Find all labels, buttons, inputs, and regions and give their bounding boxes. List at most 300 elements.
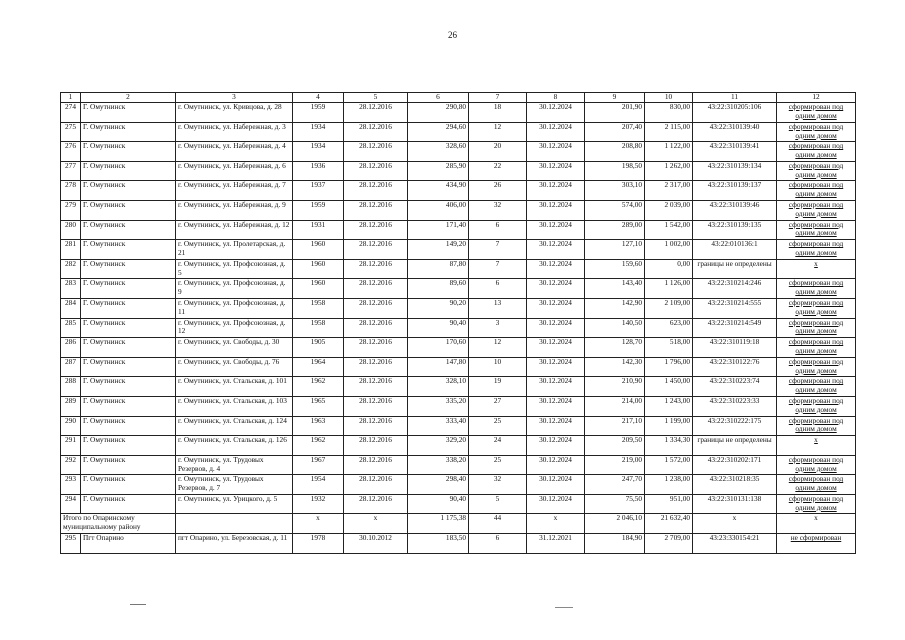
- cell-area2: 289,00: [585, 220, 645, 240]
- cell-status: [777, 279, 856, 299]
- cell-no: 289: [61, 396, 81, 416]
- cell-status: [777, 181, 856, 201]
- table-row: [61, 240, 856, 260]
- cell-residents: 18: [469, 103, 527, 123]
- cell-settlement: Г. Омутнинск: [81, 436, 176, 456]
- cell-area2: 208,80: [585, 142, 645, 162]
- status-text: сформирован под одним домом: [788, 474, 844, 493]
- cell-cadastre: 43:22:310218:35: [693, 475, 777, 495]
- cell-area: 90,40: [408, 318, 469, 338]
- cell-area: 90,40: [408, 494, 469, 514]
- cell-date2: 30.12.2024: [527, 494, 585, 514]
- cell-land: 518,00: [645, 338, 693, 358]
- cell-status: [777, 142, 856, 162]
- table-row: [61, 416, 856, 436]
- cell-date1: 28.12.2016: [344, 142, 408, 162]
- table-row: [61, 279, 856, 299]
- column-number: 9: [585, 93, 645, 103]
- cell-date2: х: [527, 514, 585, 534]
- subtotal-row: [61, 514, 856, 534]
- cell-residents: 44: [469, 514, 527, 534]
- cell-area: 183,50: [408, 534, 469, 554]
- cell-area: 298,40: [408, 475, 469, 495]
- cell-date1: 28.12.2016: [344, 396, 408, 416]
- cell-status: [777, 103, 856, 123]
- cell-year: 1960: [293, 240, 344, 260]
- cell-residents: 12: [469, 338, 527, 358]
- cell-settlement: Пгт Опарино: [81, 534, 176, 554]
- table-row: [61, 122, 856, 142]
- table-row: [61, 455, 856, 475]
- column-number: 8: [527, 93, 585, 103]
- cell-cadastre: 43:22:310202:171: [693, 455, 777, 475]
- column-number: 7: [469, 93, 527, 103]
- cell-land: 2 109,00: [645, 298, 693, 318]
- cell-area: 147,80: [408, 357, 469, 377]
- cell-cadastre: границы не определены: [693, 259, 777, 279]
- cell-residents: 22: [469, 161, 527, 181]
- cell-area: 170,60: [408, 338, 469, 358]
- cell-area: 90,20: [408, 298, 469, 318]
- cell-date2: 31.12.2021: [527, 534, 585, 554]
- cell-address: г. Омутнинск, ул. Свободы, д. 30: [176, 338, 293, 358]
- scan-mark: [130, 604, 146, 605]
- table-row: [61, 259, 856, 279]
- cell-area2: 143,40: [585, 279, 645, 299]
- cell-year: 1905: [293, 338, 344, 358]
- cell-area2: 142,30: [585, 357, 645, 377]
- cell-land: 1 334,30: [645, 436, 693, 456]
- cell-settlement: Г. Омутнинск: [81, 298, 176, 318]
- cell-settlement: Г. Омутнинск: [81, 142, 176, 162]
- cell-area2: 219,00: [585, 455, 645, 475]
- cell-cadastre: 43:22:310222:175: [693, 416, 777, 436]
- status-text: сформирован под одним домом: [788, 278, 844, 297]
- cell-cadastre: 43:22:310139:137: [693, 181, 777, 201]
- cell-year: 1934: [293, 142, 344, 162]
- status-text: сформирован под одним домом: [788, 239, 844, 258]
- cell-area2: 75,50: [585, 494, 645, 514]
- cell-land: 1 122,00: [645, 142, 693, 162]
- cell-empty: [176, 514, 293, 534]
- cell-no: 286: [61, 338, 81, 358]
- cell-area2: 198,50: [585, 161, 645, 181]
- cell-area2: 217,10: [585, 416, 645, 436]
- cell-date1: 28.12.2016: [344, 416, 408, 436]
- cell-land: 1 199,00: [645, 416, 693, 436]
- cell-no: 278: [61, 181, 81, 201]
- cell-area2: 303,10: [585, 181, 645, 201]
- cell-status: [777, 377, 856, 397]
- cell-date1: 28.12.2016: [344, 494, 408, 514]
- column-number: 6: [408, 93, 469, 103]
- table-row: [61, 220, 856, 240]
- cell-year: 1959: [293, 200, 344, 220]
- status-text: сформирован под одним домом: [788, 220, 844, 238]
- cell-settlement: Г. Омутнинск: [81, 200, 176, 220]
- cell-address: г. Омутнинск, ул. Профсоюзная, д. 5: [176, 259, 293, 279]
- cell-no: 285: [61, 318, 81, 338]
- cell-cadastre: 43:22:310122:76: [693, 357, 777, 377]
- cell-residents: 13: [469, 298, 527, 318]
- cell-settlement: Г. Омутнинск: [81, 475, 176, 495]
- cell-status: [777, 396, 856, 416]
- cell-year: 1954: [293, 475, 344, 495]
- cell-no: 284: [61, 298, 81, 318]
- cell-land: 951,00: [645, 494, 693, 514]
- status-text: сформирован под одним домом: [788, 180, 844, 199]
- cell-cadastre: 43:22:310139:134: [693, 161, 777, 181]
- cell-area: 87,80: [408, 259, 469, 279]
- cell-land: 623,00: [645, 318, 693, 338]
- cell-year: 1960: [293, 259, 344, 279]
- cell-date1: 28.12.2016: [344, 338, 408, 358]
- table-row: [61, 161, 856, 181]
- cell-status: [777, 122, 856, 142]
- cell-status: х: [777, 514, 856, 534]
- cell-residents: 32: [469, 475, 527, 495]
- cell-area: 335,20: [408, 396, 469, 416]
- cell-year: 1960: [293, 279, 344, 299]
- cell-year: 1965: [293, 396, 344, 416]
- cell-status: [777, 220, 856, 240]
- cell-date1: 28.12.2016: [344, 181, 408, 201]
- cell-cadastre: 43:22:310139:40: [693, 122, 777, 142]
- cell-cadastre: 43:22:310223:74: [693, 377, 777, 397]
- table-row: [61, 357, 856, 377]
- cell-residents: 32: [469, 200, 527, 220]
- column-number-row: [61, 93, 856, 103]
- status-text: х: [814, 259, 818, 268]
- cell-status: [777, 318, 856, 338]
- cell-area2: 142,90: [585, 298, 645, 318]
- table-body: [61, 93, 856, 554]
- cell-status: [777, 240, 856, 260]
- cell-date1: 30.10.2012: [344, 534, 408, 554]
- column-number: 12: [777, 93, 856, 103]
- cell-date1: 28.12.2016: [344, 220, 408, 240]
- cell-date2: 30.12.2024: [527, 416, 585, 436]
- cell-area2: 127,10: [585, 240, 645, 260]
- status-text: сформирован под одним домом: [788, 357, 844, 375]
- cell-settlement: Г. Омутнинск: [81, 338, 176, 358]
- cell-year: 1963: [293, 416, 344, 436]
- cell-address: г. Омутнинск, ул. Набережная, д. 4: [176, 142, 293, 162]
- column-number: 3: [176, 93, 293, 103]
- cell-land: 21 632,40: [645, 514, 693, 534]
- cell-land: 1 002,00: [645, 240, 693, 260]
- cell-area2: 128,70: [585, 338, 645, 358]
- table-row: [61, 396, 856, 416]
- cell-land: 2 317,00: [645, 181, 693, 201]
- cell-residents: 19: [469, 377, 527, 397]
- cell-land: 830,00: [645, 103, 693, 123]
- cell-settlement: Г. Омутнинск: [81, 161, 176, 181]
- cell-year: 1962: [293, 377, 344, 397]
- cell-residents: 10: [469, 357, 527, 377]
- cell-land: 1 542,00: [645, 220, 693, 240]
- cell-no: 282: [61, 259, 81, 279]
- table-row: [61, 298, 856, 318]
- cell-status: [777, 338, 856, 358]
- cell-date2: 30.12.2024: [527, 475, 585, 495]
- cell-address: пгт Опарино, ул. Березовская, д. 11: [176, 534, 293, 554]
- cell-no: 276: [61, 142, 81, 162]
- cell-cadastre: 43:22:310205:106: [693, 103, 777, 123]
- cell-settlement: Г. Омутнинск: [81, 279, 176, 299]
- table-row: [61, 494, 856, 514]
- status-text: сформирован под одним домом: [788, 318, 844, 336]
- cell-area2: 2 046,10: [585, 514, 645, 534]
- cell-date1: 28.12.2016: [344, 377, 408, 397]
- cell-date1: 28.12.2016: [344, 259, 408, 279]
- cell-area2: 210,90: [585, 377, 645, 397]
- cell-status: [777, 161, 856, 181]
- cell-land: 2 709,00: [645, 534, 693, 554]
- cell-residents: 24: [469, 436, 527, 456]
- cell-no: 293: [61, 475, 81, 495]
- status-text: сформирован под одним домом: [788, 396, 844, 414]
- cell-status: [777, 298, 856, 318]
- cell-date2: 30.12.2024: [527, 181, 585, 201]
- status-text: х: [814, 435, 818, 445]
- cell-settlement: Г. Омутнинск: [81, 377, 176, 397]
- cell-area2: 184,90: [585, 534, 645, 554]
- cell-status: [777, 494, 856, 514]
- column-number: 11: [693, 93, 777, 103]
- cell-no: 292: [61, 455, 81, 475]
- cell-area: 294,60: [408, 122, 469, 142]
- cell-area2: 214,00: [585, 396, 645, 416]
- cell-date2: 30.12.2024: [527, 240, 585, 260]
- cell-address: г. Омутнинск, ул. Стальская, д. 101: [176, 377, 293, 397]
- cell-date2: 30.12.2024: [527, 436, 585, 456]
- cell-date2: 30.12.2024: [527, 338, 585, 358]
- status-text: сформирован под одним домом: [788, 298, 844, 316]
- cell-address: г. Омутнинск, ул. Набережная, д. 9: [176, 200, 293, 220]
- cell-cadastre: 43:22:310223:33: [693, 396, 777, 416]
- table-row: [61, 200, 856, 220]
- cell-year: 1967: [293, 455, 344, 475]
- column-number: 5: [344, 93, 408, 103]
- cell-no: 295: [61, 534, 81, 554]
- cell-area2: 574,00: [585, 200, 645, 220]
- cell-cadastre: 43:22:310139:135: [693, 220, 777, 240]
- cell-status: [777, 475, 856, 495]
- status-text: сформирован под одним домом: [788, 416, 844, 434]
- cell-year: 1964: [293, 357, 344, 377]
- cell-residents: 20: [469, 142, 527, 162]
- cell-status: [777, 416, 856, 436]
- cell-settlement: Г. Омутнинск: [81, 357, 176, 377]
- cell-settlement: Г. Омутнинск: [81, 494, 176, 514]
- cell-status: [777, 259, 856, 279]
- cell-settlement: Г. Омутнинск: [81, 181, 176, 201]
- cell-address: г. Омутнинск, ул. Свободы, д. 76: [176, 357, 293, 377]
- cell-cadastre: 43:22:310119:18: [693, 338, 777, 358]
- cell-status: [777, 436, 856, 456]
- cell-date1: 28.12.2016: [344, 318, 408, 338]
- table-row: [61, 142, 856, 162]
- cell-date1: х: [344, 514, 408, 534]
- cell-area: 328,60: [408, 142, 469, 162]
- column-number: 2: [81, 93, 176, 103]
- cell-no: 280: [61, 220, 81, 240]
- cell-residents: 6: [469, 220, 527, 240]
- cell-land: 2 115,00: [645, 122, 693, 142]
- cell-date1: 28.12.2016: [344, 436, 408, 456]
- cell-address: г. Омутнинск, ул. Кривцова, д. 28: [176, 103, 293, 123]
- status-text: сформирован под одним домом: [788, 102, 844, 120]
- cell-date2: 30.12.2024: [527, 298, 585, 318]
- cell-address: г. Омутнинск, ул. Набережная, д. 3: [176, 122, 293, 142]
- cell-area2: 209,50: [585, 436, 645, 456]
- cell-date1: 28.12.2016: [344, 103, 408, 123]
- cell-date1: 28.12.2016: [344, 161, 408, 181]
- cell-year: 1958: [293, 318, 344, 338]
- table-row: [61, 318, 856, 338]
- status-text: сформирован под одним домом: [788, 494, 844, 512]
- cell-area: 1 175,38: [408, 514, 469, 534]
- cell-year: 1937: [293, 181, 344, 201]
- column-number: 10: [645, 93, 693, 103]
- cell-status: [777, 357, 856, 377]
- cell-area: 285,90: [408, 161, 469, 181]
- cell-address: г. Омутнинск, ул. Трудовых Резервов, д. 4: [176, 455, 293, 475]
- table-row: [61, 475, 856, 495]
- cell-cadastre: границы не определены: [693, 436, 777, 456]
- scan-mark: [555, 607, 573, 608]
- cell-residents: 26: [469, 181, 527, 201]
- cell-address: г. Омутнинск, ул. Набережная, д. 6: [176, 161, 293, 181]
- cell-date1: 28.12.2016: [344, 475, 408, 495]
- cell-area: 333,40: [408, 416, 469, 436]
- cell-land: 1 796,00: [645, 357, 693, 377]
- cell-land: 0,00: [645, 259, 693, 279]
- table-row: [61, 103, 856, 123]
- cell-residents: 6: [469, 534, 527, 554]
- cell-land: 1 243,00: [645, 396, 693, 416]
- cell-cadastre: 43:22:310139:41: [693, 142, 777, 162]
- cell-settlement: Г. Омутнинск: [81, 396, 176, 416]
- cell-address: г. Омутнинск, ул. Профсоюзная, д. 12: [176, 318, 293, 338]
- cell-area2: 140,50: [585, 318, 645, 338]
- cell-no: 290: [61, 416, 81, 436]
- cell-address: г. Омутнинск, ул. Профсоюзная, д. 9: [176, 279, 293, 299]
- table-row: [61, 181, 856, 201]
- cell-date2: 30.12.2024: [527, 455, 585, 475]
- cell-no: 294: [61, 494, 81, 514]
- cell-area: 329,20: [408, 436, 469, 456]
- cell-residents: 25: [469, 416, 527, 436]
- cell-settlement: Г. Омутнинск: [81, 416, 176, 436]
- cell-date1: 28.12.2016: [344, 455, 408, 475]
- cell-cadastre: 43:22:310214:549: [693, 318, 777, 338]
- cell-no: 279: [61, 200, 81, 220]
- table-row: [61, 338, 856, 358]
- cell-area: 406,00: [408, 200, 469, 220]
- status-text: не сформирован: [790, 533, 842, 543]
- page-number: 26: [448, 30, 457, 40]
- cell-date2: 30.12.2024: [527, 220, 585, 240]
- housing-register-table: [60, 92, 856, 554]
- cell-land: 1 238,00: [645, 475, 693, 495]
- cell-address: г. Омутнинск, ул. Профсоюзная, д. 11: [176, 298, 293, 318]
- cell-date2: 30.12.2024: [527, 200, 585, 220]
- cell-address: г. Омутнинск, ул. Стальская, д. 103: [176, 396, 293, 416]
- cell-settlement: Г. Омутнинск: [81, 318, 176, 338]
- cell-cadastre: 43:22:310214:246: [693, 279, 777, 299]
- cell-settlement: Г. Омутнинск: [81, 220, 176, 240]
- cell-no: 274: [61, 103, 81, 123]
- cell-date2: 30.12.2024: [527, 377, 585, 397]
- status-text: сформирован под одним домом: [788, 161, 844, 179]
- cell-date1: 28.12.2016: [344, 279, 408, 299]
- cell-settlement: Г. Омутнинск: [81, 455, 176, 475]
- cell-cadastre: 43:22:310131:138: [693, 494, 777, 514]
- column-number: 4: [293, 93, 344, 103]
- cell-date2: 30.12.2024: [527, 396, 585, 416]
- cell-residents: 7: [469, 240, 527, 260]
- cell-no: 277: [61, 161, 81, 181]
- cell-no: 287: [61, 357, 81, 377]
- cell-address: г. Омутнинск, ул. Стальская, д. 126: [176, 436, 293, 456]
- cell-year: х: [293, 514, 344, 534]
- cell-year: 1934: [293, 122, 344, 142]
- cell-land: 1 450,00: [645, 377, 693, 397]
- table-row: [61, 377, 856, 397]
- cell-area2: 159,60: [585, 259, 645, 279]
- cell-area: 89,60: [408, 279, 469, 299]
- cell-year: 1959: [293, 103, 344, 123]
- cell-no: 275: [61, 122, 81, 142]
- cell-settlement: Г. Омутнинск: [81, 122, 176, 142]
- cell-no: 288: [61, 377, 81, 397]
- table-row: [61, 534, 856, 554]
- cell-date2: 30.12.2024: [527, 142, 585, 162]
- cell-date2: 30.12.2024: [527, 279, 585, 299]
- cell-year: 1936: [293, 161, 344, 181]
- cell-land: 1 572,00: [645, 455, 693, 475]
- cell-cadastre: 43:22:310139:46: [693, 200, 777, 220]
- cell-cadastre: 43:22:010136:1: [693, 240, 777, 260]
- cell-area: 149,20: [408, 240, 469, 260]
- cell-date2: 30.12.2024: [527, 357, 585, 377]
- cell-date2: 30.12.2024: [527, 259, 585, 279]
- cell-residents: 25: [469, 455, 527, 475]
- cell-year: 1931: [293, 220, 344, 240]
- cell-residents: 27: [469, 396, 527, 416]
- cell-date1: 28.12.2016: [344, 240, 408, 260]
- subtotal-label: Итого по Опаринскому муниципальному району: [61, 514, 176, 534]
- status-text: сформирован под одним домом: [788, 122, 844, 140]
- cell-residents: 3: [469, 318, 527, 338]
- cell-date1: 28.12.2016: [344, 122, 408, 142]
- cell-land: 1 262,00: [645, 161, 693, 181]
- cell-no: 283: [61, 279, 81, 299]
- cell-date1: 28.12.2016: [344, 200, 408, 220]
- cell-address: г. Омутнинск, ул. Стальская, д. 124: [176, 416, 293, 436]
- cell-status: [777, 455, 856, 475]
- cell-residents: 6: [469, 279, 527, 299]
- cell-residents: 7: [469, 259, 527, 279]
- cell-address: г. Омутнинск, ул. Набережная, д. 7: [176, 181, 293, 201]
- cell-land: 2 039,00: [645, 200, 693, 220]
- cell-status: [777, 200, 856, 220]
- cell-area: 171,40: [408, 220, 469, 240]
- status-text: сформирован под одним домом: [788, 376, 844, 395]
- cell-year: 1932: [293, 494, 344, 514]
